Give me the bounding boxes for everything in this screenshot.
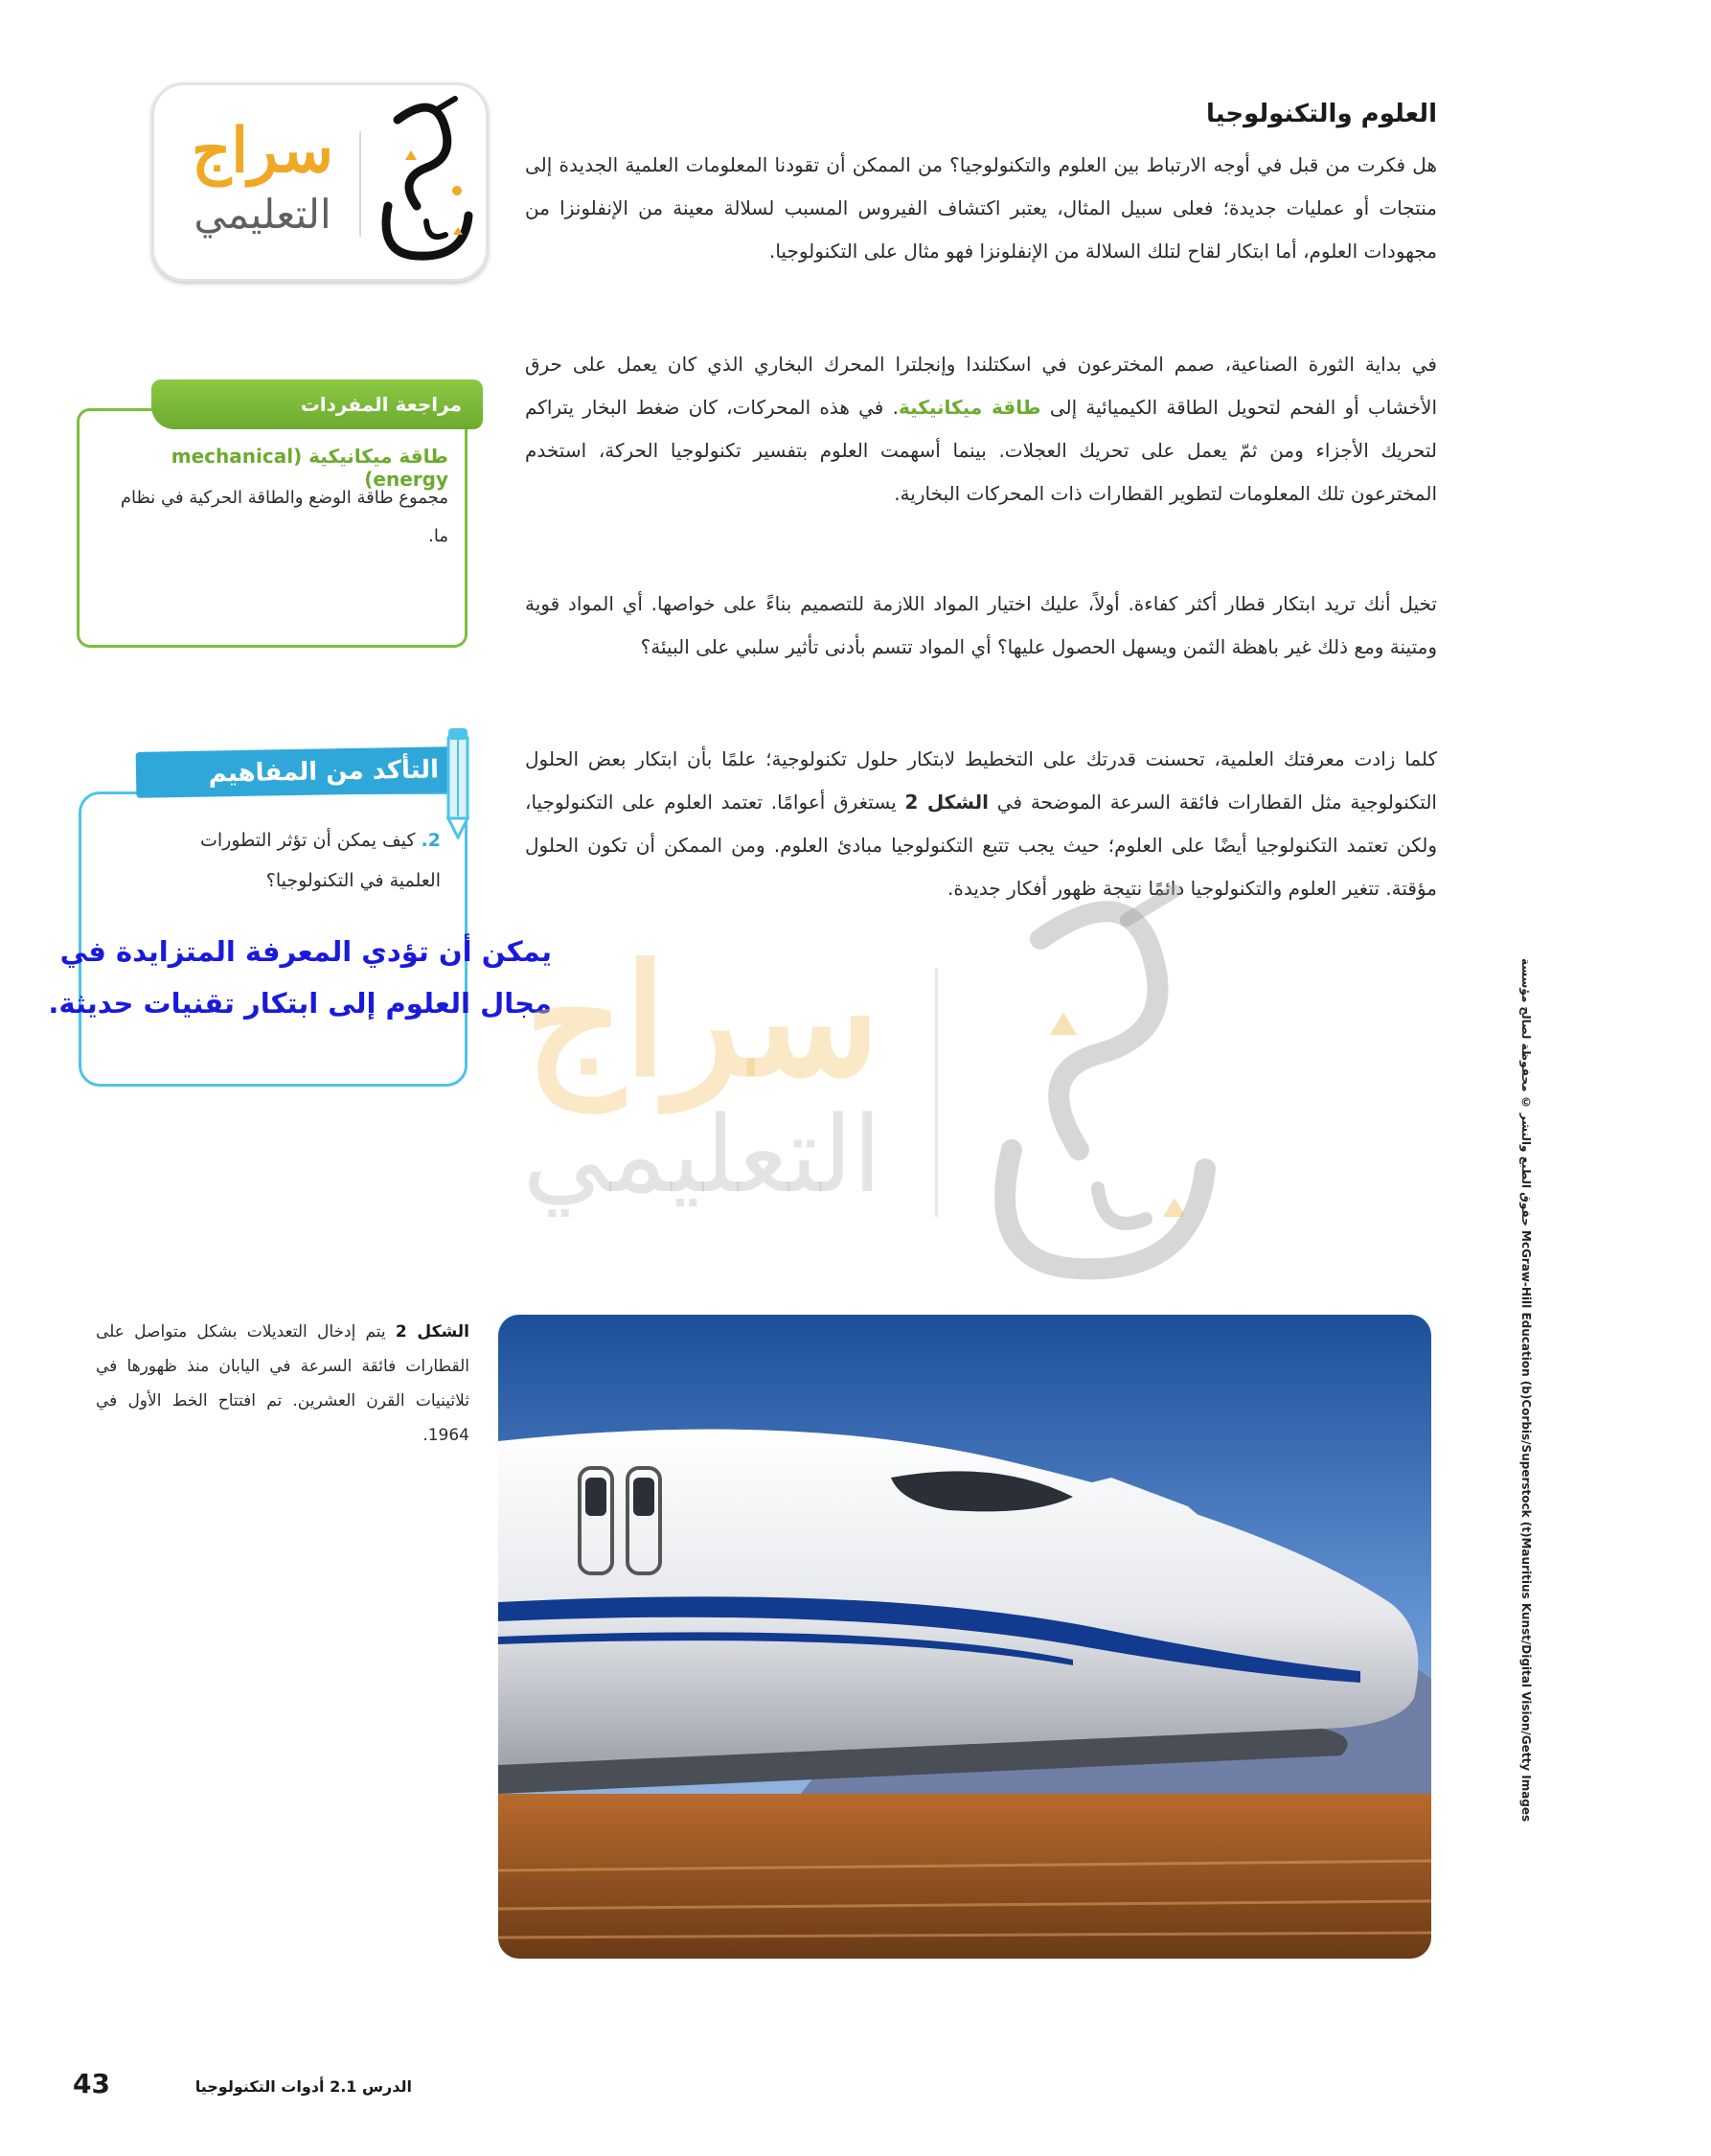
photo-credit: حقوق الطبع والنشر © محفوظة لصالح مؤسسة McGraw-Hill Education (b)Corbis/Superstock (t)Mauritius Kunst/Digital Vision/Getty Images bbox=[1519, 958, 1533, 1823]
keyword-mechanical-energy: طاقة ميكانيكية bbox=[898, 396, 1041, 419]
paragraph-text: يستغرق أعوامًا. تعتمد العلوم على التكنولوجيا، ولكن تعتمد التكنولوجيا أيضًا على العلوم؛ حيث يجب تتبع التكنولوجيا مبادئ العلوم. ومن الممكن أن تكون الحلول مؤقتة. تتغير العلوم والتكنولوجيا دائمًا نتيجة ظهور أفكار جديدة. bbox=[525, 791, 1437, 900]
bullet-train-photo bbox=[498, 1315, 1431, 1959]
key-concept-header: التأكد من المفاهيم الأساسية bbox=[136, 746, 453, 798]
paragraph-text: . في هذه المحركات، كان ضغط البخار يتراكم لتحريك الأجزاء ومن ثمّ يعمل على تحريك العجلات. بينما أسهمت العلوم بتفسير تكنولوجيا الحركة، استخدم المخترعون تلك المعلومات لتطوير القطارات ذات المحركات البخارية. bbox=[525, 396, 1437, 505]
article-paragraph bbox=[525, 583, 1437, 669]
figure-caption bbox=[96, 1315, 469, 1453]
logo-word-siraj: سراج bbox=[191, 115, 334, 187]
paragraph-text: في بداية الثورة الصناعية، صمم المخترعون في اسكتلندا وإنجلترا المحرك البخاري الذي كان يعمل على حرق الأخشاب أو الفحم لتحويل الطاقة الكيميائية إلى bbox=[525, 353, 1437, 419]
article-paragraph bbox=[525, 738, 1437, 910]
article-paragraph bbox=[525, 343, 1437, 516]
watermark-divider bbox=[935, 968, 938, 1217]
page-number: 43 bbox=[73, 2068, 110, 2099]
vocab-term: طاقة ميكانيكية (mechanical energy) bbox=[171, 445, 448, 491]
watermark-calligraphy-icon bbox=[954, 872, 1242, 1294]
figure-reference: الشكل 2 bbox=[904, 791, 990, 814]
logo-word-talimi: التعليمي bbox=[194, 191, 331, 238]
key-concept-question bbox=[153, 820, 441, 901]
question-number: 2. bbox=[421, 830, 441, 851]
siraj-calligraphy-icon bbox=[369, 91, 482, 273]
question-text: كيف يمكن أن تؤثر التطورات العلمية في التكنولوجيا؟ bbox=[200, 830, 441, 891]
logo-divider bbox=[359, 131, 361, 237]
watermark-word-siraj: سراج bbox=[524, 930, 880, 1111]
vocab-review-header: مراجعة المفردات bbox=[151, 379, 483, 429]
figure-caption-text: يتم إدخال التعديلات بشكل متواصل على القطارات فائقة السرعة في اليابان منذ ظهورها في ثلاثينيات القرن العشرين. تم افتتاح الخط الأول في 1964. bbox=[96, 1322, 469, 1445]
pencil-icon bbox=[437, 724, 479, 839]
figure-caption-label: الشكل 2 bbox=[395, 1322, 469, 1342]
paragraph-text: تخيل أنك تريد ابتكار قطار أكثر كفاءة. أولاً، عليك اختيار المواد اللازمة للتصميم بناءً على خواصها. أي المواد قوية ومتينة ومع ذلك غير باهظة الثمن ويسهل الحصول عليها؟ أي المواد تتسم بأدنى تأثير سلبي على البيئة؟ bbox=[525, 592, 1437, 658]
watermark-word-talimi: التعليمي bbox=[522, 1093, 882, 1216]
key-concept-answer: يمكن أن تؤدي المعرفة المتزايدة في مجال العلوم إلى ابتكار تقنيات حديثة. bbox=[48, 935, 552, 1020]
paragraph-text: كلما زادت معرفتك العلمية، تحسنت قدرتك على التخطيط لابتكار حلول تكنولوجية؛ علمًا بأن ابتكار بعض الحلول التكنولوجية مثل القطارات فائقة السرعة الموضحة في bbox=[525, 747, 1437, 814]
article-paragraph bbox=[525, 144, 1437, 273]
article-title: العلوم والتكنولوجيا bbox=[1205, 100, 1437, 128]
siraj-watermark bbox=[446, 853, 1270, 1303]
paragraph-text: هل فكرت من قبل في أوجه الارتباط بين العلوم والتكنولوجيا؟ من الممكن أن تقودنا المعلومات العلمية الجديدة إلى منتجات أو عمليات جديدة؛ فعلى سبيل المثال، يعتبر اكتشاف الفيروس المسبب لسلالة معينة من الإنفلونزا من مجهودات العلوم، أما ابتكار لقاح لتلك السلالة من الإنفلونزا فهو مثال على التكنولوجيا. bbox=[525, 153, 1437, 263]
siraj-logo bbox=[151, 82, 489, 282]
footer-lesson-title: الدرس 2.1 أدوات التكنولوجيا bbox=[194, 2077, 412, 2096]
bullet-train-illustration bbox=[498, 1315, 1431, 1959]
vocab-definition: مجموع طاقة الوضع والطاقة الحركية في نظام ما. bbox=[120, 488, 448, 546]
